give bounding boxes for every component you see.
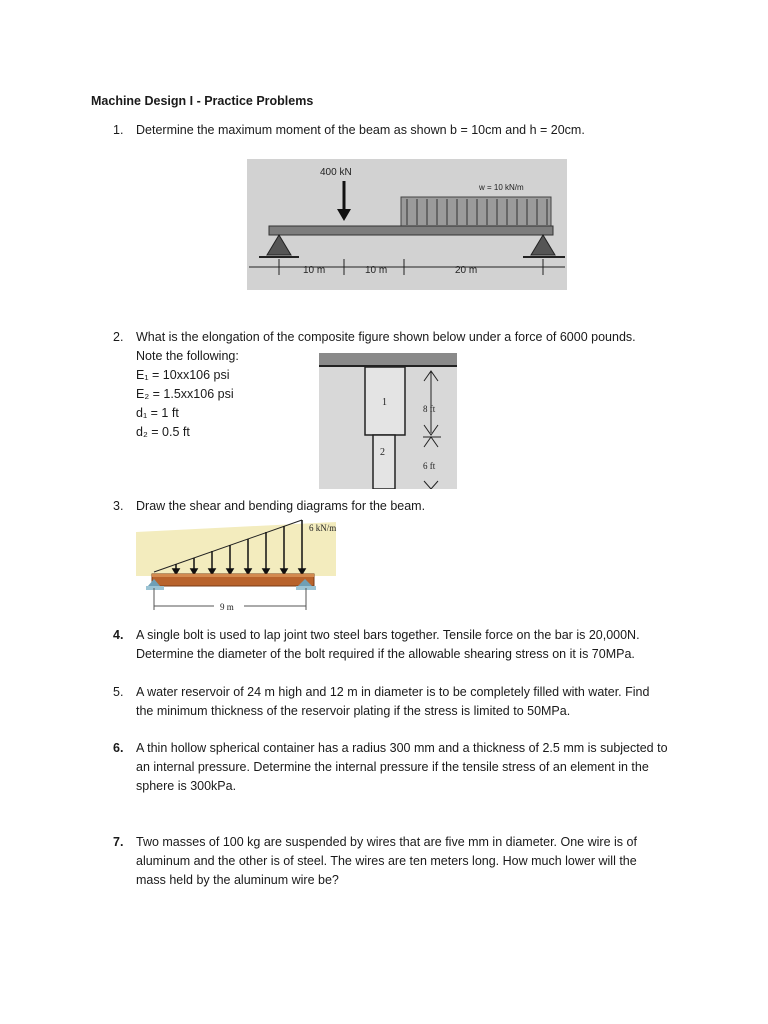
bar-1-label: 1 [382,397,387,408]
dim-label: 10 m [303,265,326,276]
span-label: 9 m [220,602,234,612]
problem-number: 3. [113,499,124,513]
page-title: Machine Design I - Practice Problems [91,94,314,108]
problem-number: 2. [113,330,124,344]
problem-number: 1. [113,123,124,137]
problem-text: d₁ = 1 ft [136,406,179,420]
beam-figure-1 [247,159,567,290]
dim-label: 6 ft [423,461,436,471]
problem-text: the minimum thickness of the reservoir plating if the stress is limited to 50MPa. [136,704,571,718]
dim-label: 8 ft [423,404,436,414]
bar-2-label: 2 [380,447,385,458]
problem-text: E₂ = 1.5xx106 psi [136,387,234,401]
problem-text: Determine the diameter of the bolt required if the allowable shearing stress on it is 70MPa. [136,647,635,661]
dim-label: 10 m [365,265,388,276]
problem-number: 5. [113,685,124,699]
problem-text: sphere is 300kPa. [136,779,237,793]
dim-label: 20 m [455,265,478,276]
problem-number: 7. [113,835,124,849]
problem-number: 4. [113,628,124,642]
udl-label: w = 10 kN/m [479,183,524,192]
problem-text: aluminum and the other is of steel. The wires are ten meters long. How much lower will the [136,854,637,868]
problem-number: 6. [113,741,124,755]
problem-text: an internal pressure. Determine the internal pressure if the tensile stress of an element in the [136,760,649,774]
problem-text: E₁ = 10xx106 psi [136,368,230,382]
problem-text: Note the following: [136,349,239,363]
problem-text: d₂ = 0.5 ft [136,425,190,439]
problem-text: A thin hollow spherical container has a radius 300 mm and a thickness of 2.5 mm is subjected to [136,741,668,755]
problem-text: Determine the maximum moment of the beam as shown b = 10cm and h = 20cm. [136,123,585,137]
problem-text: Draw the shear and bending diagrams for the beam. [136,499,426,513]
problem-text: mass held by the aluminum wire be? [136,873,339,887]
triangular-load-beam-figure [136,518,356,620]
load-label: 6 kN/m [309,523,337,533]
composite-bar-figure [319,353,457,489]
problem-text: What is the elongation of the composite figure shown below under a force of 6000 pounds. [136,330,636,344]
problem-text: A water reservoir of 24 m high and 12 m in diameter is to be completely filled with water. Find [136,685,650,699]
point-load-label: 400 kN [320,167,352,178]
problem-text: Two masses of 100 kg are suspended by wires that are five mm in diameter. One wire is of [136,835,637,849]
problem-text: A single bolt is used to lap joint two steel bars together. Tensile force on the bar is 20,000N. [136,628,640,642]
